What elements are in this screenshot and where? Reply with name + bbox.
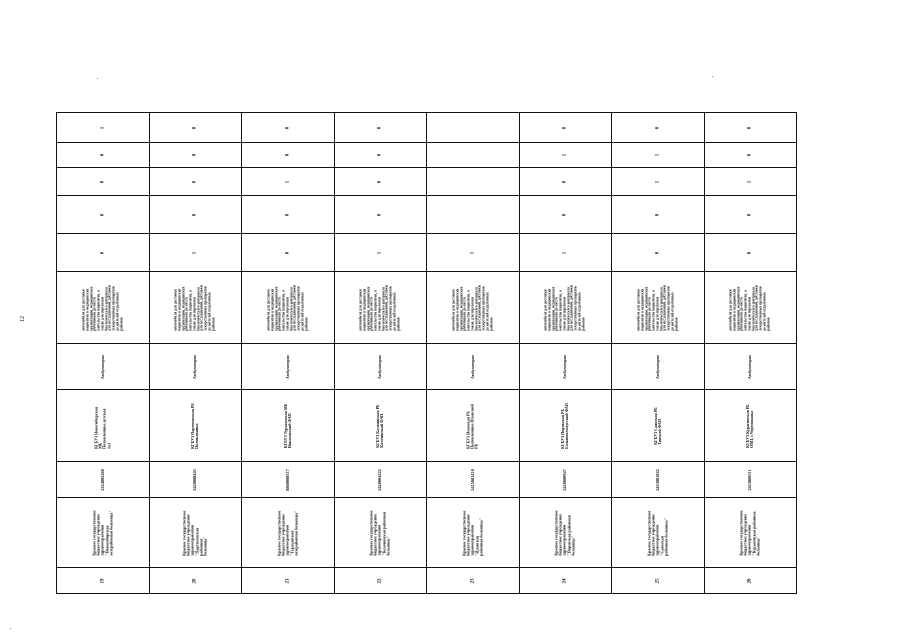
value-cell-3: 0 [562,180,568,183]
table-row [57,390,797,462]
value-cell-4: 1 [655,153,661,157]
table-row [57,113,797,143]
table-cell [57,234,150,272]
row-number-cell: 21 [285,578,291,583]
purpose-cell: автомобиля для доставки пациентов в медицинские организации, медицинских работников до места жительства пациентов, а также для перевозки биологического материала для исследований, доставки лекарственных препаратов до жителей отдаленных районов [636,284,678,331]
value-cell-1: 1 [562,251,568,254]
table-cell [612,196,705,234]
value-cell-1: 0 [285,251,291,254]
value-cell-4: 0 [377,153,383,157]
table-cell [612,168,705,196]
value-cell-1: 0 [747,251,753,254]
purpose-cell: автомобиля для доставки пациентов в медицинские организации, медицинских работников до места жительства пациентов, а также для перевозки биологического материала для исследований, доставки лекарственных препаратов до жителей отдаленных районов [81,284,123,331]
table-cell [427,344,520,390]
table-cell [612,390,705,462]
value-cell-3: 1 [285,180,291,183]
care-type-cell: Амбулаторно [469,354,475,379]
value-cell-2: 0 [377,213,383,216]
table-cell [334,462,427,498]
table-cell [704,462,797,498]
care-type-cell: Амбулаторно [99,354,105,379]
row-number-cell: 26 [747,578,753,583]
unit-cell: КГБУЗ Курагинская РБ ОВП, с.Черемшанка [745,403,755,448]
value-cell-4: 0 [192,153,198,157]
value-cell-2: 0 [747,213,753,216]
table-row [57,272,797,344]
table-cell [612,498,705,568]
purpose-cell: автомобиля для доставки пациентов в медицинские организации, медицинских работников до места жительства пациентов, а также для перевозки биологического материала для исследований, доставки лекарственных препаратов до жителей отдаленных районов [728,284,771,331]
value-cell-4: 0 [100,153,106,157]
purpose-cell: автомобиля для доставки пациентов в медицинские организации, медицинских работников до места жительства пациентов, а также для перевозки биологического материала для исследований, доставки лекарственных препаратов до жителей отдаленных районов [358,284,401,331]
table-cell [704,390,797,462]
value-cell-1: 1 [470,251,476,254]
row-number-cell: 20 [192,578,198,583]
value-cell-1: 1 [377,251,383,254]
value-cell-3: 1 [655,180,661,183]
scan-speck [10,628,11,629]
code-cell: 8800000517 [284,468,290,491]
table-cell [334,344,427,390]
table-cell [612,344,705,390]
table-cell [519,234,612,272]
value-cell-4: 0 [285,153,291,157]
organization-cell: Краевое государственное бюджетное учреждение здравоохранения "Курагинская районная больница" [738,509,761,556]
table-cell [149,196,242,234]
value-cell-2: 0 [100,213,106,216]
table-cell [334,196,427,234]
table-cell [57,113,150,143]
table-cell [57,168,150,196]
value-cell-5: 1 [100,126,106,129]
table-cell [334,143,427,168]
value-cell-5: 0 [655,126,661,129]
table-cell [149,234,242,272]
table-cell [519,272,612,344]
unit-cell: КГБУЗ Партизанская РБ Поликлиника [190,402,200,449]
row-number-cell: 25 [655,578,661,583]
code-cell: 2420004222 [377,468,382,491]
table-cell [149,113,242,143]
table-row [57,462,797,498]
value-cell-4: 0 [747,153,753,157]
care-type-cell: Амбулаторно [747,354,753,379]
table-cell [242,196,335,234]
table-cell [149,498,242,568]
purpose-cell: автомобиля для доставки пациентов в медицинские организации, медицинских работников до места жительства пациентов, а также для перевозки биологического материала для исследований, доставки лекарственных препаратов до жителей отдаленных районов [451,284,493,331]
table-cell [334,168,427,196]
table-cell [242,498,335,568]
care-type-cell: Амбулаторно [654,354,660,379]
organization-cell: Краевое государственное бюджетное учреждение здравоохранения "Саянская районная больница" [646,510,669,556]
row-number-cell: 23 [470,578,476,583]
table-cell [427,498,520,568]
table-cell [704,196,797,234]
table-row [57,234,797,272]
table-cell [427,568,520,594]
organization-cell: Краевое государственное бюджетное учреждение здравоохранения "Партизанская районная больница" [181,510,208,556]
scan-speck [97,78,98,79]
table-cell [519,390,612,462]
table-cell [704,568,797,594]
value-cell-1: 1 [192,251,198,254]
value-cell-2: 0 [655,213,661,216]
organization-cell: Краевое государственное бюджетное учреждение здравоохранения "Казачинская районная больница" [368,509,391,556]
table-cell [57,344,150,390]
table-cell [57,462,150,498]
purpose-cell: автомобиля для доставки пациентов в медицинские организации, медицинских работников до места жительства пациентов, а также для перевозки биологического материала для исследований, доставки лекарственных препаратов до жителей отдаленных районов [543,284,586,331]
table-cell [242,143,335,168]
table-cell [57,390,150,462]
table-cell [334,234,427,272]
table-cell [519,568,612,594]
value-cell-3: 1 [747,180,753,183]
value-cell-1: 0 [655,251,661,254]
unit-cell: КГБУЗ Тураханская МБ Никоновский ФАП [282,403,292,448]
table-cell [427,234,520,272]
care-type-cell: Амбулаторно [562,354,568,379]
row-number-cell: 24 [562,578,568,583]
table-cell [242,272,335,344]
table-cell [149,168,242,196]
organization-cell: Краевое государственное бюджетное учреждение здравоохранения "Иланская районная больница" [461,510,484,556]
table-cell [242,344,335,390]
value-cell-5: 0 [192,126,198,129]
row-number-cell: 19 [100,578,106,583]
table-cell [612,234,705,272]
page-number: 12 [20,316,26,322]
organization-cell: Краевое государственное бюджетное учреждение здравоохранения "Пировская районная больница" [553,509,576,556]
table-cell [704,344,797,390]
scan-speck [712,76,713,77]
table-cell [149,344,242,390]
value-cell-3: 0 [192,180,198,183]
rotated-data-table [56,112,797,594]
table-cell [704,113,797,143]
table-row [57,498,797,568]
code-cell: 2415001410 [469,468,475,491]
unit-cell: КГБУЗ Казачинская РБ Казачинский ФАП [375,403,385,448]
table-cell [612,143,705,168]
table-cell [334,568,427,594]
table-row [57,344,797,390]
value-cell-2: 0 [562,213,568,216]
table-cell [334,113,427,143]
organization-cell: Краевое государственное бюджетное учреждение здравоохранения "Тураханская межрайонная больница" [276,510,299,556]
table-cell [427,196,520,234]
table-cell [427,462,520,498]
table-cell [519,344,612,390]
table-cell [519,498,612,568]
value-cell-1: 0 [100,251,106,254]
table-cell [704,498,797,568]
table-cell [519,196,612,234]
unit-cell: КГБУЗ Иланская РБ Поликлиника Иланский РБ [465,403,479,449]
table-cell [57,568,150,594]
value-cell-2: 0 [285,213,291,216]
table-cell [704,234,797,272]
table-cell [149,390,242,462]
table-cell [519,168,612,196]
value-cell-5: 0 [285,126,291,129]
table-cell [334,272,427,344]
purpose-cell: автомобиля для доставки пациентов в медицинские организации, медицинских работников до места жительства пациентов, а также для перевозки биологического материала для исследований, доставки лекарственных препаратов до жителей отдаленных районов [173,284,216,331]
care-type-cell: Амбулаторно [377,354,383,379]
table-cell [704,143,797,168]
table-cell [519,462,612,498]
table-cell [519,143,612,168]
table-cell [612,462,705,498]
table-row [57,143,797,168]
value-cell-5: 0 [377,126,383,129]
value-cell-5: 0 [562,126,568,129]
table-cell [242,113,335,143]
table-cell [612,568,705,594]
row-number-cell: 22 [377,578,383,583]
code-cell: 2433001022 [654,468,660,491]
table-cell [149,272,242,344]
table-row [57,196,797,234]
value-cell-5: 0 [747,126,753,129]
code-cell: 2420000445 [192,468,197,491]
table-cell [427,168,520,196]
table-cell [704,272,797,344]
value-cell-2: 0 [192,213,198,216]
table-cell [149,462,242,498]
table-cell [242,568,335,594]
table-cell [242,462,335,498]
table-cell [242,234,335,272]
table-cell [334,390,427,462]
purpose-cell: автомобиля для доставки пациентов в медицинские организации, медицинских работников до места жительства пациентов, а также для перевозки биологического материала для исследований, доставки лекарственных препаратов до жителей отдаленных районов [266,284,308,331]
code-cell: 2423000511 [747,468,752,491]
value-cell-3: 0 [377,180,383,183]
table-cell [57,498,150,568]
table-cell [334,498,427,568]
value-cell-3: 0 [100,180,106,183]
table-cell [704,168,797,196]
unit-cell: КГБУЗ Новосибирская МБ Поликлиника детская №1 [93,406,111,449]
unit-cell: КГБУЗ Пировская РБ Большекемчугский ФАП [560,402,570,449]
table-cell [427,390,520,462]
table-cell [242,390,335,462]
table-cell [612,272,705,344]
table-cell [612,113,705,143]
table-cell [57,143,150,168]
table-cell [427,272,520,344]
care-type-cell: Амбулаторно [284,354,290,379]
table-row [57,168,797,196]
table-cell [149,143,242,168]
table-row [57,568,797,594]
unit-cell: КГБУЗ Саянская РБ Тинской ФАП [652,406,662,445]
table-cell [427,143,520,168]
code-cell: 2428000947 [562,468,567,491]
table-cell [242,168,335,196]
table-cell [427,113,520,143]
table-cell [57,272,150,344]
code-cell: 2324005260 [99,468,105,491]
table-cell [519,113,612,143]
table-cell [149,568,242,594]
table-cell [57,196,150,234]
organization-cell: Краевое государственное бюджетное учреждение здравоохранения "Новосибирская межрайонная больница" [91,509,114,556]
care-type-cell: Амбулаторно [192,354,198,379]
value-cell-4: 1 [562,153,568,157]
